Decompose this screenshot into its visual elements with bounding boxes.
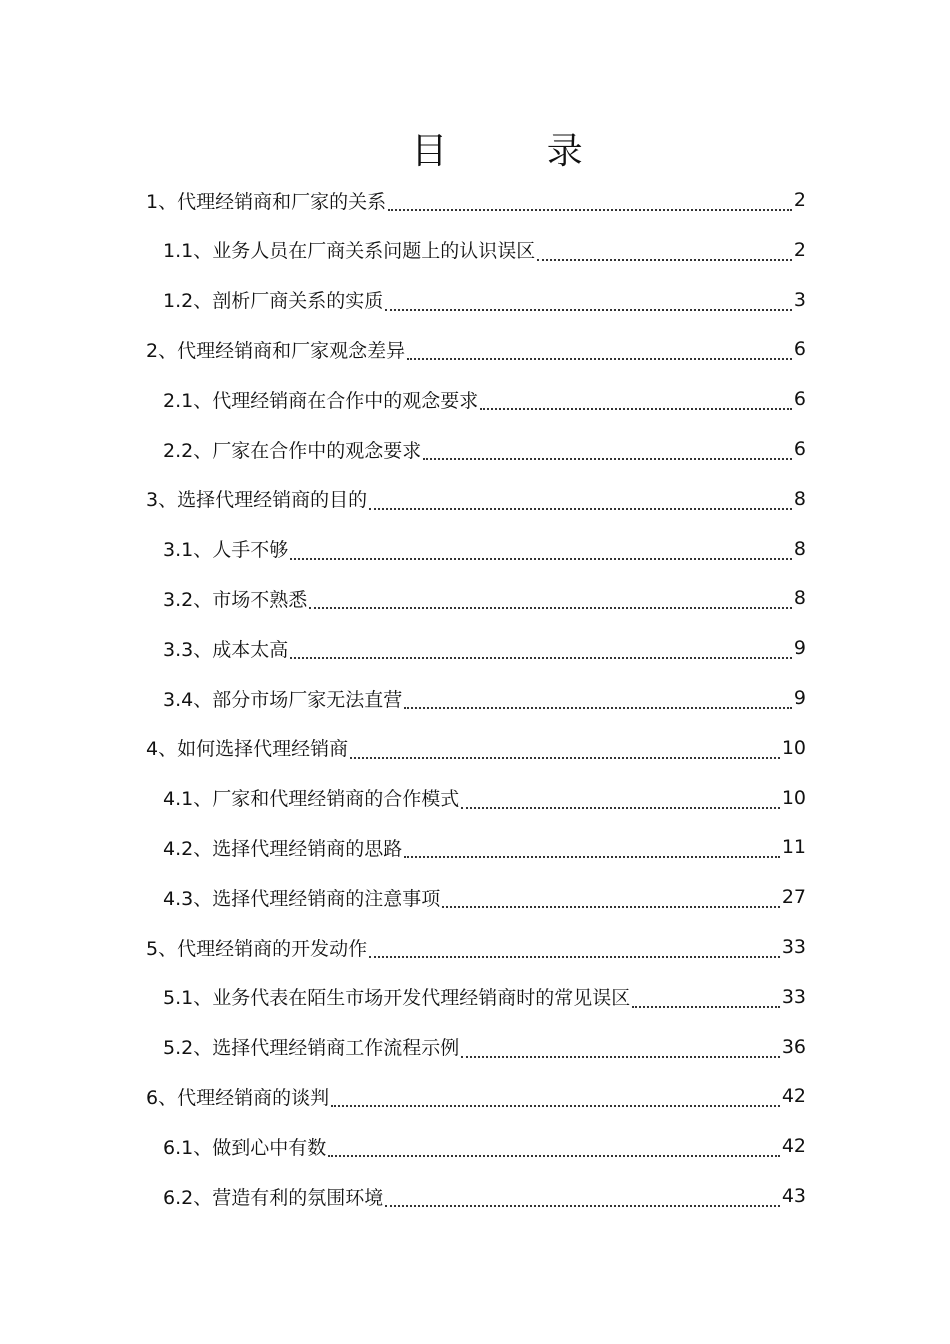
- toc-entry-page: 10: [781, 786, 806, 809]
- toc-entry-page: 6: [793, 338, 806, 361]
- toc-entry-title: 代理经销商在合作中的观念要求: [212, 389, 479, 412]
- toc-entry-page: 8: [793, 487, 806, 510]
- toc-entry-title: 业务人员在厂商关系问题上的认识误区: [212, 240, 536, 263]
- toc-entry-page: 36: [781, 1035, 806, 1058]
- toc-entry[interactable]: [163, 1023, 806, 1071]
- dot-leader: [461, 1034, 780, 1060]
- toc-entry-number: 1.1、: [163, 240, 213, 263]
- toc-entry-number: 3、: [146, 489, 178, 512]
- toc-entry-title: 选择代理经销商的注意事项: [212, 887, 441, 910]
- toc-entry-title: 选择代理经销商的思路: [212, 837, 403, 860]
- toc-entry-page: 6: [793, 438, 806, 460]
- toc-entry-number: 4.1、: [163, 788, 213, 811]
- toc-entry[interactable]: [146, 1072, 806, 1120]
- toc-entry-page: 11: [781, 836, 806, 859]
- toc-entry-number: 3.2、: [163, 588, 213, 611]
- toc-entry-page: 42: [781, 1135, 806, 1158]
- toc-entry[interactable]: [146, 176, 806, 224]
- dot-leader: [369, 486, 792, 512]
- toc-entry-title: 人手不够: [212, 539, 289, 562]
- toc-entry-page: 27: [781, 886, 806, 909]
- dot-leader: [328, 1133, 780, 1159]
- toc-entry-title: 业务代表在陌生市场开发代理经销商时的常见误区: [212, 987, 631, 1010]
- toc-entry-title: 选择代理经销商的目的: [177, 489, 368, 512]
- toc-entry-page: 33: [781, 985, 806, 1008]
- toc-entry-title: 厂家和代理经销商的合作模式: [212, 788, 460, 811]
- toc-entry-number: 2.1、: [163, 389, 213, 412]
- toc-entry-number: 5.2、: [163, 1037, 213, 1060]
- toc-entry-number: 2.2、: [163, 439, 213, 462]
- toc-entry-page: 6: [793, 388, 806, 411]
- toc-entry-title: 市场不熟悉: [212, 588, 308, 611]
- toc-entry-number: 3.3、: [163, 638, 213, 661]
- toc-entry-number: 2、: [146, 339, 178, 362]
- toc-entry-page: 8: [793, 537, 806, 560]
- toc-entry-title: 成本太高: [212, 638, 289, 661]
- toc-entry[interactable]: [146, 475, 806, 523]
- toc-entry[interactable]: [146, 724, 806, 772]
- dot-leader: [369, 934, 780, 960]
- toc-entry-page: 42: [781, 1085, 806, 1108]
- toc-entry[interactable]: [163, 425, 806, 473]
- toc-entry-page: 10: [781, 736, 806, 759]
- dot-leader: [385, 1183, 780, 1209]
- toc-entry-number: 6、: [146, 1086, 178, 1109]
- dot-leader: [388, 187, 792, 213]
- toc-entry-title: 代理经销商的谈判: [177, 1086, 330, 1109]
- dot-leader: [461, 785, 780, 811]
- dot-leader: [632, 984, 780, 1010]
- toc-entry-number: 1.2、: [163, 290, 213, 313]
- toc-entry-page: 43: [781, 1185, 806, 1207]
- toc-entry[interactable]: [146, 923, 806, 971]
- toc-entry-page: 2: [793, 189, 806, 211]
- toc-entry-title: 做到心中有数: [212, 1136, 327, 1159]
- toc-entry-number: 5、: [146, 937, 178, 960]
- toc-entry[interactable]: [163, 973, 806, 1021]
- dot-leader: [331, 1083, 780, 1109]
- toc-entry-title: 部分市场厂家无法直营: [212, 688, 403, 711]
- toc-entry-page: 8: [793, 587, 806, 610]
- toc-entry[interactable]: [163, 574, 806, 622]
- dot-leader: [480, 386, 792, 412]
- toc-entry[interactable]: [163, 823, 806, 871]
- toc-entry-page: 33: [781, 936, 806, 958]
- toc-entry-page: 9: [793, 637, 806, 660]
- dot-leader: [404, 685, 792, 711]
- dot-leader: [290, 536, 792, 562]
- toc-entry-number: 4.3、: [163, 887, 213, 910]
- toc-entry-number: 6.1、: [163, 1136, 213, 1159]
- toc-entry-title: 剖析厂商关系的实质: [212, 290, 384, 313]
- toc-entry-number: 1、: [146, 190, 178, 213]
- toc-entry[interactable]: [163, 375, 806, 423]
- toc-entry-title: 如何选择代理经销商: [177, 738, 349, 761]
- toc-entry[interactable]: [163, 873, 806, 921]
- toc-entry-title: 代理经销商的开发动作: [177, 937, 368, 960]
- toc-entry[interactable]: [163, 226, 806, 274]
- toc-entry-number: 3.4、: [163, 688, 213, 711]
- toc-entry[interactable]: [163, 774, 806, 822]
- toc-entry[interactable]: [163, 1122, 806, 1170]
- toc-entry-number: 5.1、: [163, 987, 213, 1010]
- dot-leader: [385, 287, 792, 313]
- toc-entry-title: 厂家在合作中的观念要求: [212, 439, 422, 462]
- toc-entry[interactable]: [163, 1172, 806, 1220]
- toc-entry-number: 4.2、: [163, 837, 213, 860]
- toc-entry-page: 3: [793, 288, 806, 311]
- dot-leader: [350, 735, 780, 761]
- dot-leader: [537, 237, 792, 263]
- dot-leader: [290, 635, 792, 661]
- toc-entry[interactable]: [146, 325, 806, 373]
- toc-entry-title: 营造有利的氛围环境: [212, 1186, 384, 1209]
- toc-entry[interactable]: [163, 624, 806, 672]
- toc-entry-number: 4、: [146, 738, 178, 761]
- toc-entry[interactable]: [163, 674, 806, 722]
- toc-entry[interactable]: [163, 525, 806, 573]
- toc-entry-page: 2: [793, 238, 806, 261]
- dot-leader: [309, 585, 792, 611]
- dot-leader: [404, 834, 780, 860]
- toc-entry-title: 代理经销商和厂家的关系: [177, 190, 387, 213]
- toc-entry-page: 9: [793, 687, 806, 709]
- dot-leader: [423, 436, 792, 462]
- toc-entry-number: 3.1、: [163, 539, 213, 562]
- toc-entry[interactable]: [163, 276, 806, 324]
- dot-leader: [407, 336, 792, 362]
- toc-entry-title: 代理经销商和厂家观念差异: [177, 339, 406, 362]
- dot-leader: [442, 884, 780, 910]
- toc-entry-number: 6.2、: [163, 1186, 213, 1209]
- toc-entry-title: 选择代理经销商工作流程示例: [212, 1037, 460, 1060]
- toc-title: 目 录: [411, 131, 627, 172]
